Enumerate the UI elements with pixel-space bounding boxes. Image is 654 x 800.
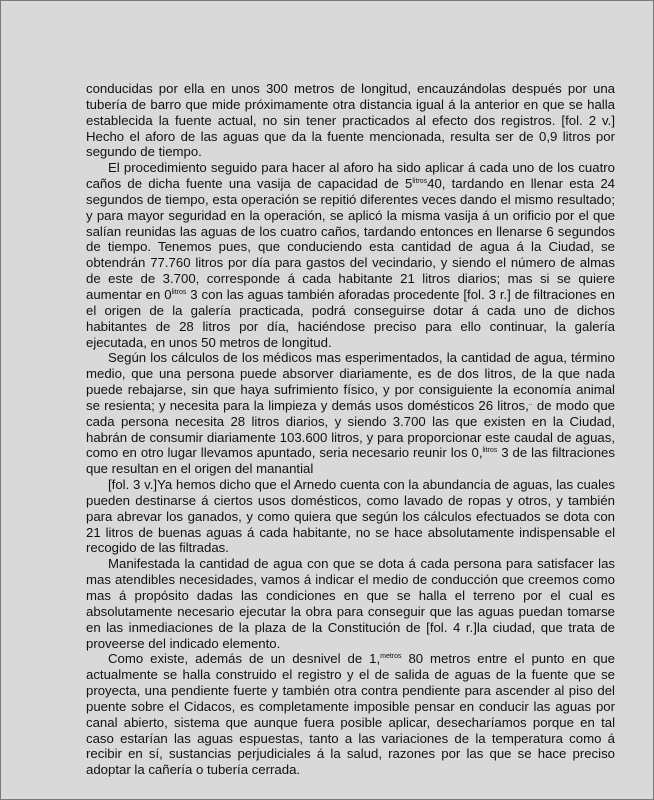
unit-superscript: litros	[412, 178, 428, 186]
unit-superscript: litros	[482, 447, 498, 455]
paragraph-3	[86, 350, 615, 477]
paragraph-text: de modo que cada persona necesita 28 litros diarios, y siendo 3.700 las que existen en la Ciudad, habrán de consumir diariamente 103.600 litros, y para proporcionar este caudal de aguas, como en otro lugar llevamos apuntado, seria necesario reunir los 0,	[86, 397, 616, 461]
paragraph-text: 3 de las filtraciones que resultan en el origen del manantial	[86, 445, 615, 477]
paragraph-4	[86, 477, 615, 556]
paragraph-text: 80 metros entre el punto en que actualmente se halla construido el registro y el de salida de aguas de la fuente que se proyecta, una pendiente fuerte y también otra contra pendiente para ascender al piso del puente sobre el Cidacos, es completamente imposible pensar en conducir las aguas por canal abierto, sistema que aunque fuera posible aplicar, desecharíamos porque en tal caso estarían las aguas espuestas, tanto a las variaciones de la temperatura como á recibir en sí, sustancias perjudiciales á la salud, razones por las que se hace preciso adoptar la cañería o tubería cerrada.	[86, 651, 615, 778]
paragraph-5	[86, 556, 615, 651]
paragraph-text: 3 con las aguas también aforadas procedente [fol. 3 r.] de filtraciones en el origen de la galería practicada, podrá conseguirse dotar á cada uno de dichos habitantes de 28 litros por día, haciéndose preciso para ello continuar, la galería ejecutada, en unos 50 metros de longitud.	[86, 286, 615, 350]
paragraph-1	[86, 81, 615, 160]
paragraph-text: Como existe, además de un desnivel de 1,	[108, 651, 381, 667]
unit-superscript: litros	[171, 288, 187, 296]
paragraph-text: conducidas por ella en unos 300 metros de longitud, encauzándolas después por una tubería de barro que mide próximamente otra distancia igual á la anterior en que se halla establecida la fuente actual, no sin tener practicados al efecto dos registros. [fol. 2 v.] Hecho el aforo de las aguas que da la fuente mencionada, resulta ser de 0,9 litros por segundo de tiempo.	[86, 81, 615, 160]
paragraph-text: El procedimiento seguido para hacer al aforo ha sido aplicar á cada uno de los cuatro caños de dicha fuente una vasija de capacidad de 5	[86, 160, 615, 192]
unit-superscript: metros	[380, 653, 402, 661]
paragraph-2	[86, 160, 615, 350]
paragraph-6	[86, 651, 615, 778]
paragraph-text: 40, tardando en llenar esta 24 segundos de tiempo, esta operación se repitió diferentes veces dando el mismo resultado; y para mayor seguridad en la operación, se aplicó la misma vasija á un orificio por el que salían reunidas las aguas de los cuatro caños, tardando entonces en llenarse 6 segundos de tiempo. Tenemos pues, que conduciendo esta cantidad de agua á la Ciudad, se obtendrán 77.760 litros por día para gastos del vecindario, y siendo el número de almas de este de 3.700, corresponde á cada habitante 21 litros diarios; mas si se quiere aumentar en 0	[86, 176, 615, 302]
mark-superscript: ..	[528, 399, 533, 407]
paragraph-text: Manifestada la cantidad de agua con que se dota á cada persona para satisfacer las mas atendibles necesidades, vamos á indicar el medio de conducción que creemos como mas á propósito dadas las condiciones en que se halla el terreno por el cual es absolutamente necesario ejecutar la obra para conseguir que las aguas puedan tomarse en las inmediaciones de la plaza de la Constitución de [fol. 4 r.]la ciudad, que trata de proveerse del indicado elemento.	[86, 556, 615, 651]
document-body	[86, 81, 615, 778]
paragraph-text: Según los cálculos de los médicos mas esperimentados, la cantidad de agua, término medio, que una persona puede absorver diariamente, es de dos litros, de la que nada puede rebajarse, sin que haya sufrimiento físico, y por consiguiente la economía animal se resienta; y necesita para la limpieza y demás usos domésticos 26 litros,	[86, 350, 615, 413]
paragraph-text: [fol. 3 v.]Ya hemos dicho que el Arnedo cuenta con la abundancia de aguas, las cuales pueden destinarse á ciertos usos domésticos, como lavado de ropas y otros, y también para abrevar los ganados, y como quiera que según los cálculos efectuados se dota con 21 litros de buenas aguas á cada habitante, no se hace absolutamente indispensable el recogido de las filtradas.	[86, 477, 615, 556]
